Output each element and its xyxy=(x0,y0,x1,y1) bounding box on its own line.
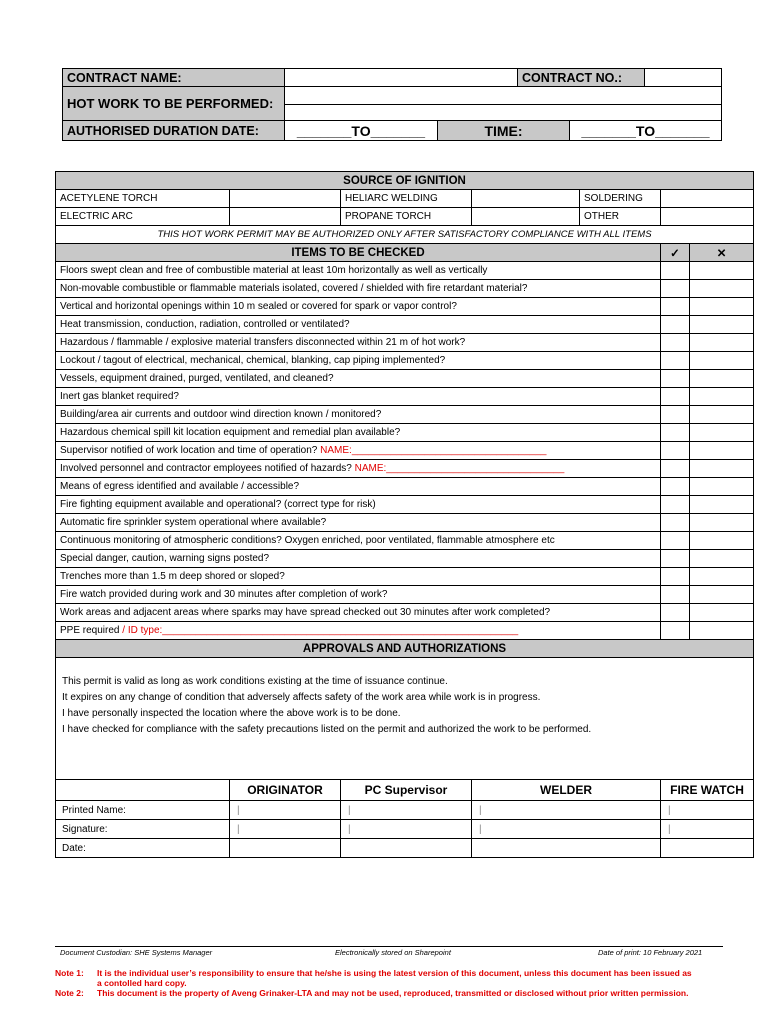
text-cursor: | xyxy=(348,804,351,816)
checklist-no-box[interactable] xyxy=(690,424,754,442)
checklist-no-box[interactable] xyxy=(690,496,754,514)
checklist-no-box[interactable] xyxy=(690,280,754,298)
text-cursor: | xyxy=(668,804,671,816)
checklist-yes-box[interactable] xyxy=(661,424,690,442)
checklist-row xyxy=(56,460,754,478)
checklist-row xyxy=(56,496,754,514)
checklist-no-box[interactable] xyxy=(690,316,754,334)
checklist-yes-box[interactable] xyxy=(661,460,690,478)
checklist-yes-box[interactable] xyxy=(661,514,690,532)
checklist-yes-box[interactable] xyxy=(661,280,690,298)
checklist-row xyxy=(56,586,754,604)
checklist-no-box[interactable] xyxy=(690,622,754,640)
cross-column-icon: ✕ xyxy=(690,244,754,262)
checklist-item xyxy=(56,316,661,334)
time-field[interactable]: _______TO_______ xyxy=(570,121,722,141)
printed-name-label: Printed Name: xyxy=(56,801,230,820)
note-1-text: It is the individual user’s responsibility to ensure that he/she is using the latest version of this document, unless this document has been issued as a contolled hard copy. xyxy=(97,968,692,988)
checklist-no-box[interactable] xyxy=(690,532,754,550)
checklist-yes-box[interactable] xyxy=(661,388,690,406)
checklist-item xyxy=(56,352,661,370)
checklist-item-name-field[interactable]: NAME:___________________________________ xyxy=(320,445,547,456)
ignition-acetylene-field[interactable] xyxy=(230,190,341,208)
ignition-heliarc-label: HELIARC WELDING xyxy=(341,190,472,208)
contract-name-field[interactable] xyxy=(285,69,518,87)
checklist-no-box[interactable] xyxy=(690,442,754,460)
checklist-no-box[interactable] xyxy=(690,370,754,388)
checklist-yes-box[interactable] xyxy=(661,334,690,352)
approval-statement: This permit is valid as long as work conditions existing at the time of issuance continue. xyxy=(62,676,448,687)
checklist-row xyxy=(56,406,754,424)
ignition-electric-arc-field[interactable] xyxy=(230,208,341,226)
checklist-row xyxy=(56,532,754,550)
checklist-item-text: Hazardous / flammable / explosive material transfers disconnected within 21 m of hot work? xyxy=(60,337,466,348)
date-label: Date: xyxy=(56,839,230,858)
checklist-item xyxy=(56,442,661,460)
checklist-no-box[interactable] xyxy=(690,460,754,478)
checklist-yes-box[interactable] xyxy=(661,298,690,316)
contract-no-label: CONTRACT NO.: xyxy=(518,69,645,87)
signature-label: Signature: xyxy=(56,820,230,839)
checklist-yes-box[interactable] xyxy=(661,586,690,604)
checklist-row xyxy=(56,424,754,442)
approvals-statements xyxy=(56,658,754,780)
hot-work-label: HOT WORK TO BE PERFORMED: xyxy=(63,87,285,121)
footer-divider xyxy=(55,946,723,947)
storage-note: Electronically stored on Sharepoint xyxy=(335,948,451,957)
checklist-yes-box[interactable] xyxy=(661,568,690,586)
checklist-item-text: Building/area air currents and outdoor wind direction known / monitored? xyxy=(60,409,382,420)
checklist-yes-box[interactable] xyxy=(661,370,690,388)
pc-supervisor-header: PC Supervisor xyxy=(341,780,472,801)
checklist-no-box[interactable] xyxy=(690,568,754,586)
ignition-propane-label: PROPANE TORCH xyxy=(341,208,472,226)
checklist-no-box[interactable] xyxy=(690,478,754,496)
checklist-no-box[interactable] xyxy=(690,388,754,406)
duration-date-field[interactable]: _______TO_______ xyxy=(285,121,438,141)
checklist-row xyxy=(56,514,754,532)
checklist-item xyxy=(56,460,661,478)
text-cursor: | xyxy=(237,823,240,835)
checklist-item-text: Work areas and adjacent areas where sparks may have spread checked out 30 minutes after work completed? xyxy=(60,607,551,618)
fire-watch-signature-field[interactable] xyxy=(661,820,754,839)
checklist-row xyxy=(56,352,754,370)
checklist-row xyxy=(56,568,754,586)
approval-statement: It expires on any change of condition that adversely affects safety of the work area while work is in progress. xyxy=(62,692,541,703)
contract-no-field[interactable] xyxy=(645,69,722,87)
welder-printed-name-field[interactable] xyxy=(472,801,661,820)
document-custodian: Document Custodian: SHE Systems Manager xyxy=(60,948,213,957)
checklist-no-box[interactable] xyxy=(690,262,754,280)
checklist-row xyxy=(56,262,754,280)
checklist-item-text: Hazardous chemical spill kit location equipment and remedial plan available? xyxy=(60,427,401,438)
checklist-row xyxy=(56,280,754,298)
text-cursor: | xyxy=(668,823,671,835)
pc-supervisor-printed-name-field[interactable] xyxy=(341,801,472,820)
hot-work-field-line2[interactable] xyxy=(285,105,722,121)
ignition-propane-field[interactable] xyxy=(472,208,580,226)
checklist-yes-box[interactable] xyxy=(661,316,690,334)
checklist-item xyxy=(56,424,661,442)
checklist-item-text: Means of egress identified and available / accessible? xyxy=(60,481,300,492)
note-2-text: This document is the property of Aveng Grinaker-LTA and may not be used, reproduced, transmitted or disclosed without prior written permission. xyxy=(97,988,689,998)
checklist-no-box[interactable] xyxy=(690,352,754,370)
welder-header: WELDER xyxy=(472,780,661,801)
approval-statement: I have checked for compliance with the safety precautions listed on the permit and authorized the work to be performed. xyxy=(62,724,592,735)
checklist-item-text: Lockout / tagout of electrical, mechanical, chemical, blanking, cap piping implemented? xyxy=(60,355,446,366)
checklist-no-box[interactable] xyxy=(690,298,754,316)
originator-signature-field[interactable] xyxy=(230,820,341,839)
checklist-yes-box[interactable] xyxy=(661,622,690,640)
pc-supervisor-signature-field[interactable] xyxy=(341,820,472,839)
fire-watch-date-field[interactable] xyxy=(661,839,754,858)
checklist-item xyxy=(56,388,661,406)
checklist-item xyxy=(56,514,661,532)
checks-title: ITEMS TO BE CHECKED xyxy=(56,244,661,262)
text-cursor: | xyxy=(479,804,482,816)
welder-signature-field[interactable] xyxy=(472,820,661,839)
checklist-item xyxy=(56,406,661,424)
checklist-item-text: Fire fighting equipment available and operational? (correct type for risk) xyxy=(60,499,376,510)
checklist-item-text: Fire watch provided during work and 30 minutes after completion of work? xyxy=(60,589,388,600)
checklist-yes-box[interactable] xyxy=(661,550,690,568)
checklist-item xyxy=(56,262,661,280)
checklist-row xyxy=(56,298,754,316)
ignition-title: SOURCE OF IGNITION xyxy=(56,172,754,190)
approvals-title: APPROVALS AND AUTHORIZATIONS xyxy=(56,640,754,658)
checklist-yes-box[interactable] xyxy=(661,478,690,496)
checklist-item-text: Floors swept clean and free of combustible material at least 10m horizontally as well as vertically xyxy=(60,265,488,276)
text-cursor: | xyxy=(237,804,240,816)
permit-main-table xyxy=(55,171,754,858)
checklist-yes-box[interactable] xyxy=(661,532,690,550)
ignition-soldering-label: SOLDERING xyxy=(580,190,661,208)
duration-label: AUTHORISED DURATION DATE: xyxy=(63,121,285,141)
ignition-soldering-field[interactable] xyxy=(661,190,754,208)
checklist-yes-box[interactable] xyxy=(661,352,690,370)
checklist-item-text: Supervisor notified of work location and time of operation? xyxy=(60,445,321,456)
checklist-item-text: Trenches more than 1.5 m deep shored or sloped? xyxy=(60,571,285,582)
ignition-other-label: OTHER xyxy=(580,208,661,226)
checklist-item xyxy=(56,370,661,388)
checklist-row xyxy=(56,604,754,622)
checklist-no-box[interactable] xyxy=(690,514,754,532)
checklist-item-text: Continuous monitoring of atmospheric conditions? Oxygen enriched, poor ventilated, flammable atmosphere etc xyxy=(60,535,555,546)
checklist-yes-box[interactable] xyxy=(661,406,690,424)
ignition-electric-arc-label: ELECTRIC ARC xyxy=(56,208,230,226)
checklist-item-text: Heat transmission, conduction, radiation, controlled or ventilated? xyxy=(60,319,350,330)
checklist-no-box[interactable] xyxy=(690,604,754,622)
checklist-item-name-field[interactable]: NAME:________________________________ xyxy=(354,463,565,474)
originator-printed-name-field[interactable] xyxy=(230,801,341,820)
checklist-item-text: Special danger, caution, warning signs posted? xyxy=(60,553,270,564)
fire-watch-printed-name-field[interactable] xyxy=(661,801,754,820)
checklist-item-text: Inert gas blanket required? xyxy=(60,391,179,402)
print-date: Date of print: 10 February 2021 xyxy=(598,948,703,957)
checklist-item xyxy=(56,334,661,352)
checklist-row xyxy=(56,550,754,568)
checklist-item-text: Vessels, equipment drained, purged, ventilated, and cleaned? xyxy=(60,373,334,384)
pc-supervisor-date-field[interactable] xyxy=(341,839,472,858)
checklist-item-text: Vertical and horizontal openings within 10 m sealed or covered for spark or vapor control? xyxy=(60,301,457,312)
checklist-no-box[interactable] xyxy=(690,334,754,352)
originator-date-field[interactable] xyxy=(230,839,341,858)
checklist-item-text: Non-movable combustible or flammable materials isolated, covered / shielded with fire retardant material? xyxy=(60,283,528,294)
note-2 xyxy=(55,988,697,998)
checklist-item xyxy=(56,604,661,622)
checklist-yes-box[interactable] xyxy=(661,496,690,514)
checklist-row xyxy=(56,442,754,460)
ignition-other-field[interactable] xyxy=(661,208,754,226)
checklist-yes-box[interactable] xyxy=(661,262,690,280)
check-column-icon: ✓ xyxy=(661,244,690,262)
checklist-row xyxy=(56,370,754,388)
checklist-item-text: Automatic fire sprinkler system operational where available? xyxy=(60,517,327,528)
approval-statement: I have personally inspected the location where the above work is to be done. xyxy=(62,708,401,719)
checklist-row xyxy=(56,622,754,640)
checklist-item-text: PPE required xyxy=(60,625,123,636)
checklist-no-box[interactable] xyxy=(690,586,754,604)
contract-name-label: CONTRACT NAME: xyxy=(63,69,285,87)
checklist-item xyxy=(56,568,661,586)
checklist-item-name-field[interactable]: / ID type:________________________________________________________________ xyxy=(122,625,519,636)
approvals-blank-header xyxy=(56,780,230,801)
checklist-no-box[interactable] xyxy=(690,406,754,424)
checklist-item xyxy=(56,550,661,568)
checklist-no-box[interactable] xyxy=(690,550,754,568)
checklist-item xyxy=(56,622,661,640)
note-1 xyxy=(55,968,697,988)
welder-date-field[interactable] xyxy=(472,839,661,858)
checklist-row xyxy=(56,334,754,352)
checklist-item xyxy=(56,478,661,496)
time-label: TIME: xyxy=(438,121,570,141)
checklist-item xyxy=(56,280,661,298)
ignition-heliarc-field[interactable] xyxy=(472,190,580,208)
note-1-label: Note 1: xyxy=(55,968,84,978)
checklist-item-text: Involved personnel and contractor employees notified of hazards? xyxy=(60,463,355,474)
checklist-row xyxy=(56,388,754,406)
text-cursor: | xyxy=(348,823,351,835)
checklist-row xyxy=(56,478,754,496)
text-cursor: | xyxy=(479,823,482,835)
checklist-item xyxy=(56,496,661,514)
checklist-item xyxy=(56,298,661,316)
checklist-yes-box[interactable] xyxy=(661,442,690,460)
checklist-item xyxy=(56,532,661,550)
checklist-row xyxy=(56,316,754,334)
originator-header: ORIGINATOR xyxy=(230,780,341,801)
note-2-label: Note 2: xyxy=(55,988,84,998)
ignition-acetylene-label: ACETYLENE TORCH xyxy=(56,190,230,208)
compliance-notice: THIS HOT WORK PERMIT MAY BE AUTHORIZED ONLY AFTER SATISFACTORY COMPLIANCE WITH ALL ITEMS xyxy=(56,226,754,244)
fire-watch-header: FIRE WATCH xyxy=(661,780,754,801)
checklist-yes-box[interactable] xyxy=(661,604,690,622)
hot-work-field-line1[interactable] xyxy=(285,87,722,105)
permit-header-table xyxy=(62,68,722,141)
checklist-item xyxy=(56,586,661,604)
